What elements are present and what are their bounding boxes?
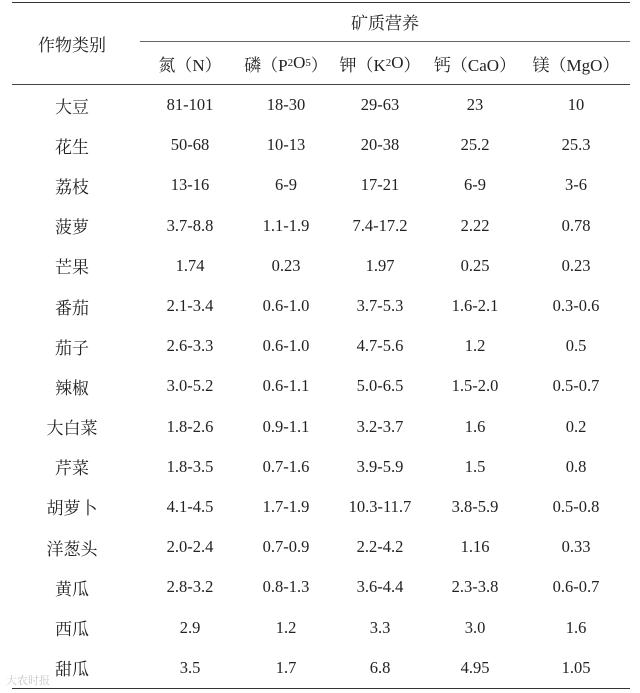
cell-potassium: 5.0-6.5	[356, 376, 404, 396]
cell-potassium: 3.9-5.9	[356, 456, 404, 476]
cell-phosphorus: 0.8-1.3	[262, 577, 310, 597]
table-row	[12, 366, 630, 406]
table-row	[12, 447, 630, 487]
cell-magnesium: 25.3	[561, 135, 591, 155]
cell-magnesium: 0.78	[561, 215, 591, 235]
header-col-magnesium: 镁 （MgO）	[532, 55, 620, 76]
cell-potassium: 7.4-17.2	[352, 215, 408, 235]
cell-crop: 大豆	[55, 97, 89, 118]
cell-potassium: 3.3	[369, 617, 391, 637]
table-row	[12, 165, 630, 205]
cell-phosphorus: 1.7	[275, 657, 297, 677]
cell-magnesium: 0.6-0.7	[552, 577, 600, 597]
cell-calcium: 3.0	[464, 617, 486, 637]
cell-crop: 菠萝	[55, 218, 89, 239]
cell-calcium: 1.6	[464, 416, 486, 436]
cell-crop: 芹菜	[55, 459, 89, 480]
cell-potassium: 17-21	[360, 175, 400, 195]
table-row	[12, 125, 630, 165]
cell-magnesium: 0.5-0.8	[552, 496, 600, 516]
header-mineral-nutrition: 矿质营养	[351, 14, 419, 34]
cell-calcium: 2.3-3.8	[451, 577, 499, 597]
cell-nitrogen: 2.6-3.3	[166, 336, 214, 356]
table-row	[12, 206, 630, 246]
cell-phosphorus: 0.6-1.1	[262, 376, 310, 396]
cell-magnesium: 1.05	[561, 657, 591, 677]
cell-calcium: 0.25	[460, 255, 490, 275]
cell-nitrogen: 50-68	[170, 135, 210, 155]
cell-calcium: 1.5	[464, 456, 486, 476]
cell-phosphorus: 0.6-1.0	[262, 336, 310, 356]
cell-phosphorus: 0.6-1.0	[262, 296, 310, 316]
cell-phosphorus: 0.9-1.1	[262, 416, 310, 436]
cell-crop: 荔枝	[55, 177, 89, 198]
cell-potassium: 3.2-3.7	[356, 416, 404, 436]
table-row	[12, 648, 630, 688]
cell-phosphorus: 0.23	[271, 255, 301, 275]
cell-nitrogen: 3.0-5.2	[166, 376, 214, 396]
cell-phosphorus: 18-30	[266, 95, 306, 115]
cell-phosphorus: 6-9	[275, 175, 297, 195]
cell-potassium: 29-63	[360, 95, 400, 115]
cell-nitrogen: 1.74	[175, 255, 205, 275]
cell-calcium: 1.16	[460, 537, 490, 557]
cell-magnesium: 1.6	[565, 617, 587, 637]
cell-nitrogen: 1.8-2.6	[166, 416, 214, 436]
cell-crop: 芒果	[55, 258, 89, 279]
cell-phosphorus: 1.7-1.9	[262, 496, 310, 516]
header-columns	[140, 42, 630, 84]
cell-crop: 大白菜	[46, 419, 98, 440]
cell-potassium: 4.7-5.6	[356, 336, 404, 356]
table-row	[12, 85, 630, 125]
cell-crop: 胡萝卜	[46, 499, 98, 520]
cell-calcium: 2.22	[460, 215, 490, 235]
header-col-calcium: 钙 （CaO）	[433, 55, 517, 76]
cell-potassium: 2.2-4.2	[356, 537, 404, 557]
cell-magnesium: 0.3-0.6	[552, 296, 600, 316]
cell-magnesium: 0.2	[565, 416, 587, 436]
cell-potassium: 6.8	[369, 657, 391, 677]
cell-phosphorus: 1.2	[275, 617, 297, 637]
cell-nitrogen: 4.1-4.5	[166, 496, 214, 516]
header-col-phosphorus: 磷 （P 2 O 5 ）	[244, 53, 328, 76]
cell-magnesium: 0.23	[561, 255, 591, 275]
table-row	[12, 246, 630, 286]
cell-phosphorus: 0.7-0.9	[262, 537, 310, 557]
cell-potassium: 1.97	[365, 255, 395, 275]
cell-phosphorus: 1.1-1.9	[262, 215, 310, 235]
cell-crop: 辣椒	[55, 378, 89, 399]
cell-calcium: 1.5-2.0	[451, 376, 499, 396]
cell-crop: 黄瓜	[55, 579, 89, 600]
cell-nitrogen: 2.9	[179, 617, 201, 637]
cell-phosphorus: 0.7-1.6	[262, 456, 310, 476]
table-row	[12, 487, 630, 527]
cell-nitrogen: 3.7-8.8	[166, 215, 214, 235]
watermark: 大农时报	[6, 674, 50, 687]
table-row	[12, 286, 630, 326]
header-col-potassium: 钾 （K 2 O ）	[339, 53, 421, 76]
cell-crop: 花生	[55, 137, 89, 158]
cell-crop: 西瓜	[55, 620, 89, 641]
cell-nitrogen: 2.1-3.4	[166, 296, 214, 316]
cell-calcium: 25.2	[460, 135, 490, 155]
cell-calcium: 4.95	[460, 657, 490, 677]
cell-nitrogen: 2.8-3.2	[166, 577, 214, 597]
header-crop-type: 作物类别	[38, 35, 106, 56]
cell-magnesium: 0.33	[561, 537, 591, 557]
cell-crop: 甜瓜	[55, 660, 89, 681]
cell-calcium: 6-9	[464, 175, 486, 195]
table-bottom-rule	[12, 688, 630, 689]
cell-potassium: 20-38	[360, 135, 400, 155]
table-row	[12, 527, 630, 567]
cell-potassium: 3.6-4.4	[356, 577, 404, 597]
cell-nitrogen: 2.0-2.4	[166, 537, 214, 557]
cell-magnesium: 0.5-0.7	[552, 376, 600, 396]
cell-potassium: 3.7-5.3	[356, 296, 404, 316]
cell-crop: 番茄	[55, 298, 89, 319]
cell-nitrogen: 81-101	[166, 95, 214, 115]
cell-nitrogen: 1.8-3.5	[166, 456, 214, 476]
cell-calcium: 3.8-5.9	[451, 496, 499, 516]
cell-magnesium: 3-6	[565, 175, 587, 195]
table-body	[12, 85, 630, 688]
cell-calcium: 1.6-2.1	[451, 296, 499, 316]
cell-calcium: 23	[466, 95, 484, 115]
cell-crop: 茄子	[55, 338, 89, 359]
cell-potassium: 10.3-11.7	[348, 496, 412, 516]
cell-crop: 洋葱头	[46, 539, 98, 560]
cell-magnesium: 0.5	[565, 336, 587, 356]
cell-calcium: 1.2	[464, 336, 486, 356]
cell-nitrogen: 3.5	[179, 657, 201, 677]
cell-magnesium: 0.8	[565, 456, 587, 476]
table-row	[12, 607, 630, 647]
table-row	[12, 407, 630, 447]
cell-phosphorus: 10-13	[266, 135, 306, 155]
header-col-nitrogen: 氮 （N）	[158, 55, 222, 76]
table-row	[12, 567, 630, 607]
cell-nitrogen: 13-16	[170, 175, 210, 195]
cell-magnesium: 10	[567, 95, 585, 115]
table-row	[12, 326, 630, 366]
